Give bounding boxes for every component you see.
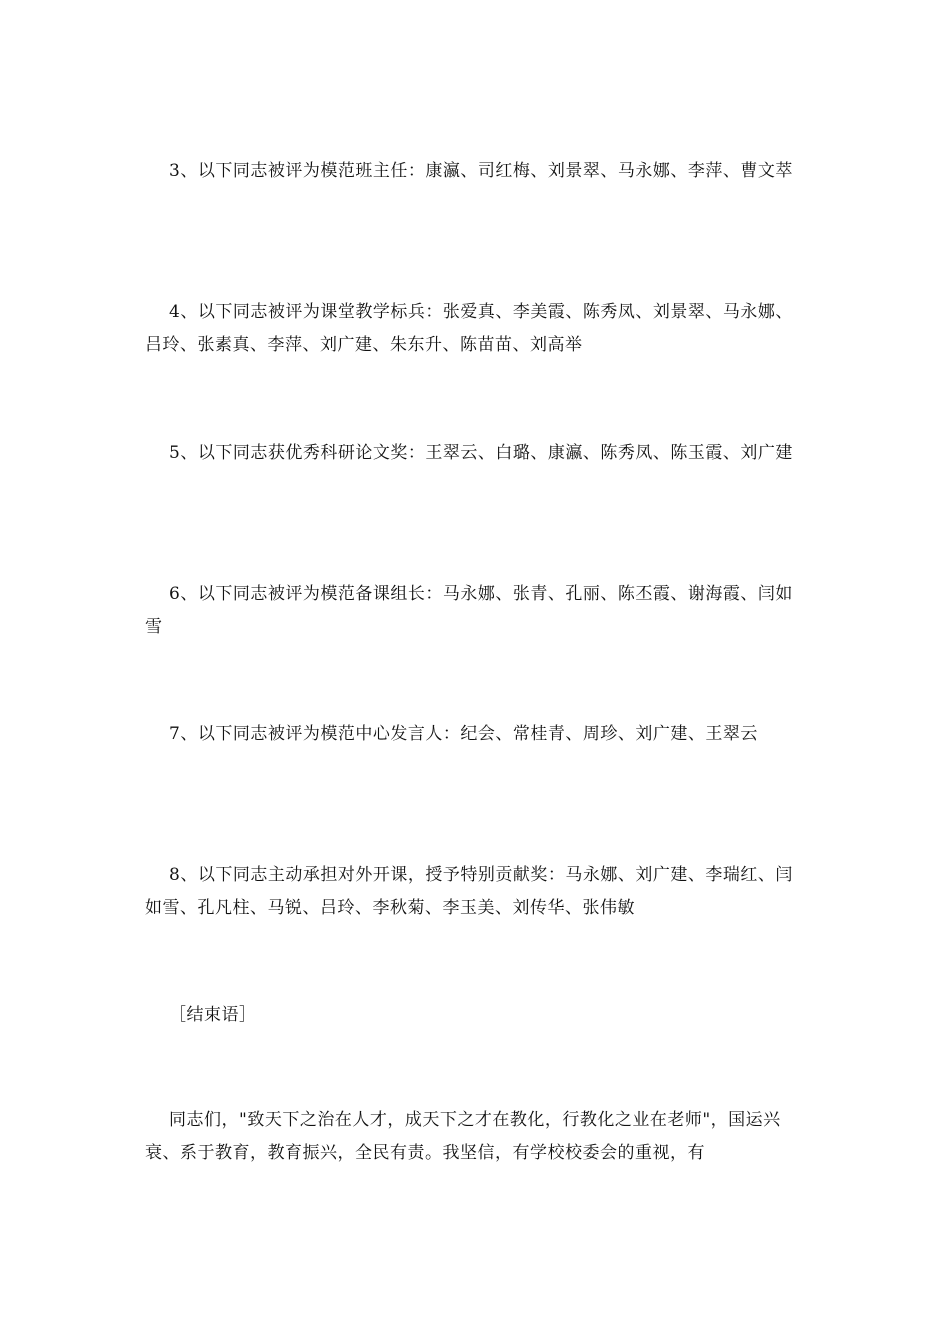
award-list-model-head-teacher: 3、以下同志被评为模范班主任：康瀛、司红梅、刘景翠、马永娜、李萍、曹文萃 [169,161,793,181]
award-list-research-paper: 5、以下同志获优秀科研论文奖：王翠云、白璐、康瀛、陈秀凤、陈玉霞、刘广建 [169,443,793,463]
award-list-special-contribution: 8、以下同志主动承担对外开课，授予特别贡献奖：马永娜、刘广建、李瑞红、闫如雪、孔凡柱、马锐、吕玲、李秋菊、李玉美、刘传华、张伟敏 [145,865,793,918]
closing-heading: ［结束语］ [169,1005,257,1025]
award-list-lesson-prep-leader: 6、以下同志被评为模范备课组长：马永娜、张青、孔丽、陈丕霞、谢海霞、闫如雪 [145,584,793,637]
award-list-center-speaker: 7、以下同志被评为模范中心发言人：纪会、常桂青、周珍、刘广建、王翠云 [169,724,758,744]
closing-paragraph: 同志们，"致天下之治在人才，成天下之才在教化，行教化之业在老师"，国运兴衰、系于教育，教育振兴，全民有责。我坚信，有学校校委会的重视，有 [145,1110,781,1163]
award-list-teaching-model: 4、以下同志被评为课堂教学标兵：张爱真、李美霞、陈秀凤、刘景翠、马永娜、吕玲、张素真、李萍、刘广建、朱东升、陈苗苗、刘高举 [145,302,793,355]
